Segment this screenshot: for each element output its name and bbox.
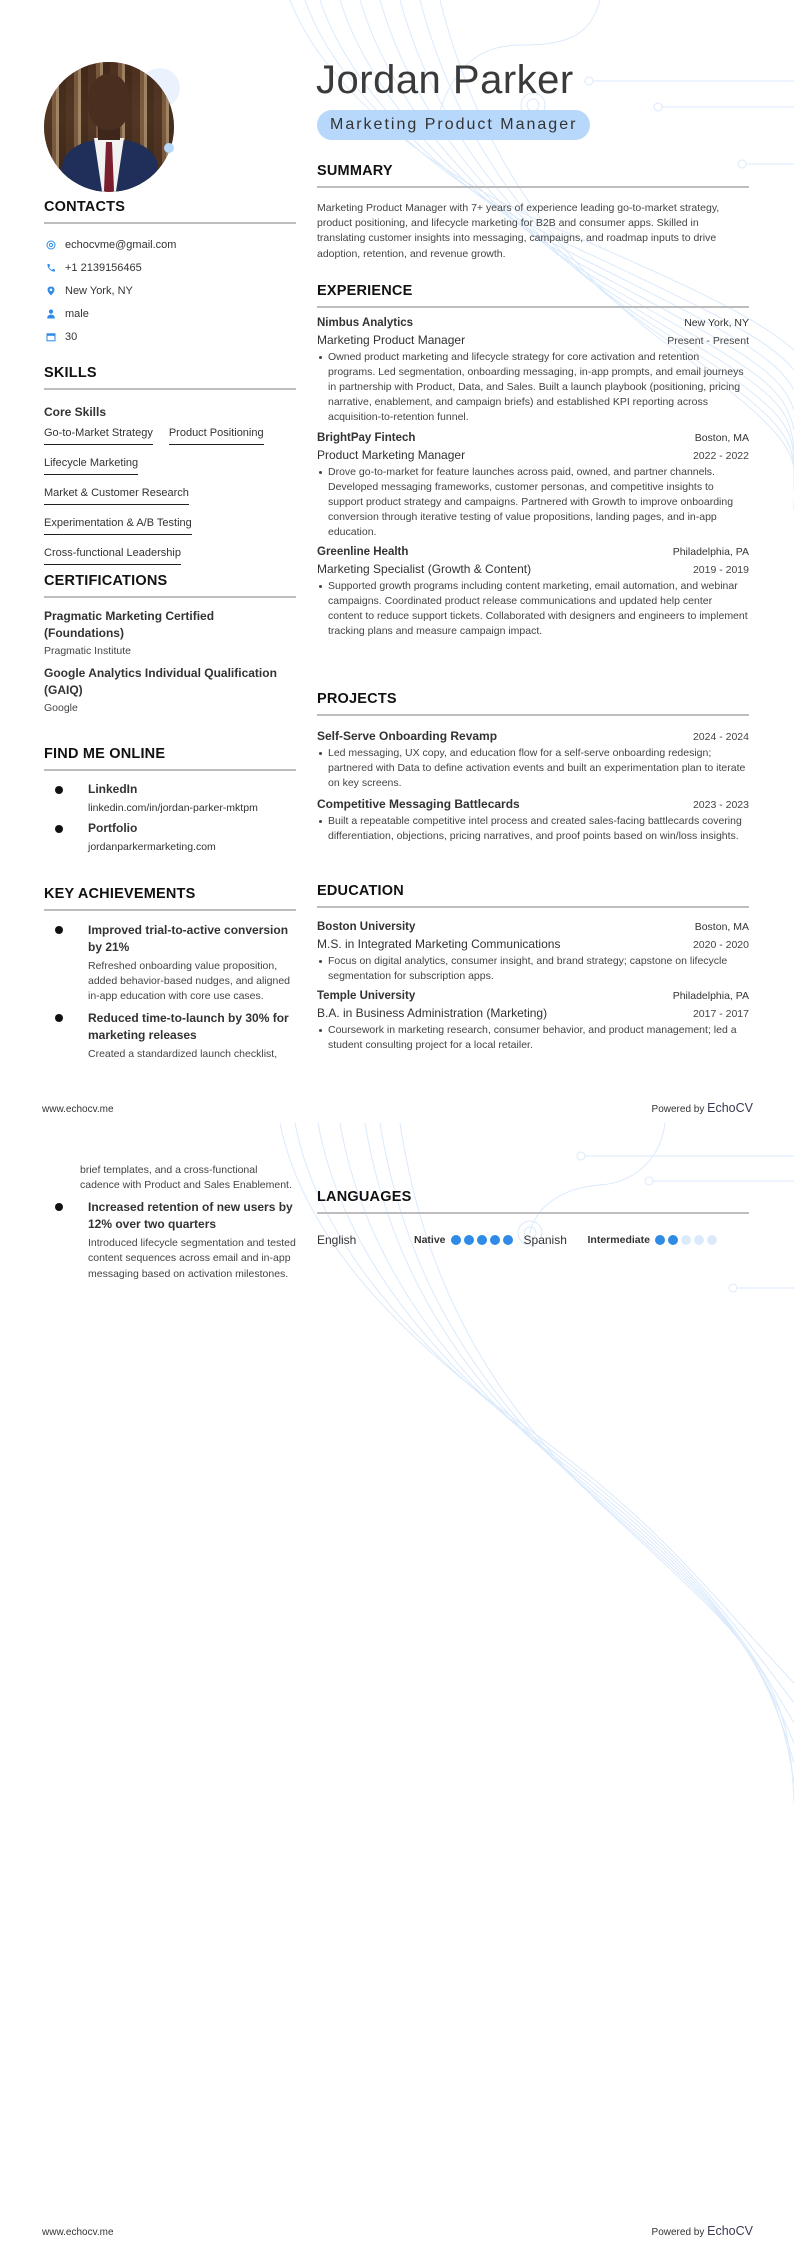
- powered-by-prefix: Powered by: [651, 1104, 705, 1115]
- achievement-item: [44, 922, 296, 1004]
- languages-row: [317, 1233, 749, 1247]
- link-label: Portfolio: [88, 821, 138, 835]
- contact-value: echocvme@gmail.com: [65, 238, 177, 251]
- achievement-title: Increased retention of new users by 12% over two quarters: [88, 1200, 293, 1232]
- job-bullet: Owned product marketing and lifecycle strategy for core activation and retention programs. Led segmentation, onboarding messaging, in-app prompts, and email journeys in partnership with Product, Data, and Sales. Built a launch playbook (positioning, pricing narrative, enablement, and campaign briefs) and established KPI reporting across acquisition-to-retention funnel.: [317, 350, 749, 426]
- education-dates: 2020 - 2020: [692, 939, 749, 951]
- summary-section: [317, 163, 749, 262]
- photo-decoration-dot: [164, 143, 174, 153]
- achievement-description: Created a standardized launch checklist,: [88, 1048, 278, 1061]
- language-name: Spanish: [523, 1233, 567, 1247]
- achievement-title: Reduced time-to-launch by 30% for marketing releases: [88, 1011, 289, 1043]
- project-entry: [317, 729, 749, 791]
- certification-issuer: Google: [44, 702, 78, 715]
- school-location: Philadelphia, PA: [672, 990, 749, 1003]
- company-name: Nimbus Analytics: [317, 317, 414, 329]
- brand-name: EchoCV: [707, 2224, 753, 2238]
- project-bullet: Led messaging, UX copy, and education flow for a self-serve onboarding redesign; partnered with Data to define activation events and built an experimentation plan to iterate on key screens.: [317, 746, 749, 791]
- contact-value: male: [65, 307, 89, 320]
- rating-dot-filled: [490, 1235, 500, 1245]
- achievement-item: [44, 1010, 296, 1062]
- section-title: EDUCATION: [317, 883, 749, 908]
- achievement-description: Introduced lifecycle segmentation and tested content sequences across email and in-app messaging based on activation milestones.: [88, 1237, 296, 1280]
- certification-item: [44, 608, 296, 657]
- skill-tag: Go-to-Market Strategy: [44, 421, 153, 445]
- rating-dot-filled: [655, 1235, 665, 1245]
- candidate-name: Jordan Parker: [316, 58, 574, 102]
- profile-photo: [44, 62, 174, 192]
- company-name: BrightPay Fintech: [317, 431, 416, 444]
- certification-name: Google Analytics Individual Qualification (GAIQ): [44, 666, 277, 698]
- project-name: Competitive Messaging Battlecards: [317, 797, 520, 812]
- job-role: Product Marketing Manager: [317, 447, 466, 462]
- skill-tag: Market & Customer Research: [44, 481, 189, 505]
- contact-email[interactable]: [44, 233, 296, 256]
- experience-entry: [317, 432, 749, 541]
- job-role: Marketing Product Manager: [317, 333, 466, 347]
- footer-site-link[interactable]: www.echocv.me: [42, 1104, 114, 1115]
- contact-age: [44, 325, 296, 348]
- education-entry: [317, 921, 749, 984]
- section-title: KEY ACHIEVEMENTS: [44, 886, 296, 911]
- key-achievements-continued: [44, 1163, 296, 1282]
- experience-entry: [317, 317, 749, 426]
- section-title: CERTIFICATIONS: [44, 573, 296, 598]
- online-link-portfolio[interactable]: [44, 821, 296, 853]
- online-link-linkedin[interactable]: [44, 782, 296, 814]
- link-url[interactable]: jordanparkermarketing.com: [88, 841, 216, 853]
- project-dates: 2023 - 2023: [692, 799, 749, 812]
- bullet-dot: [55, 1203, 63, 1211]
- job-location: Boston, MA: [694, 431, 749, 444]
- phone-icon: [46, 263, 56, 273]
- language-rating: [655, 1235, 720, 1245]
- link-label: LinkedIn: [88, 782, 138, 796]
- contact-value: +1 2139156465: [65, 261, 142, 274]
- contact-value: New York, NY: [65, 284, 133, 297]
- language-level: Native: [414, 1234, 446, 1246]
- skills-group-title: Core Skills: [44, 405, 107, 419]
- calendar-icon: [46, 332, 56, 342]
- section-title: SUMMARY: [317, 163, 749, 188]
- education-bullet: Focus on digital analytics, consumer insight, and brand strategy; capstone on lifecycle segmentation for subscription apps.: [317, 954, 749, 984]
- contact-gender: [44, 302, 296, 325]
- project-bullet: Built a repeatable competitive intel process and created sales-facing battlecards covering differentiation, objections, pricing narratives, and proof points based on win/loss insights.: [317, 814, 749, 844]
- summary-text: Marketing Product Manager with 7+ years of experience leading go-to-market strategy, product positioning, and lifecycle marketing for B2B and consumer apps. Skilled in translating customer insights into messaging, campaigns, and roadmap inputs to drive adoption, retention, and revenue growth.: [317, 202, 720, 260]
- skill-tag: Lifecycle Marketing: [44, 451, 138, 475]
- rating-dot-filled: [503, 1235, 513, 1245]
- school-name: Temple University: [317, 990, 416, 1003]
- project-name: Self-Serve Onboarding Revamp: [317, 729, 498, 743]
- achievement-item: [44, 1199, 296, 1281]
- skill-tag: Product Positioning: [169, 421, 264, 445]
- contacts-section: [44, 199, 296, 348]
- experience-entry: [317, 546, 749, 639]
- experience-section: [317, 283, 749, 640]
- degree: M.S. in Integrated Marketing Communications: [317, 937, 561, 951]
- education-bullet: Coursework in marketing research, consumer behavior, and product management; led a student consulting project for a local retailer.: [317, 1023, 749, 1053]
- contact-location: [44, 279, 296, 302]
- job-dates: Present - Present: [667, 335, 749, 347]
- languages-section: [317, 1189, 749, 1247]
- project-dates: 2024 - 2024: [692, 731, 749, 743]
- find-me-online-section: [44, 746, 296, 853]
- footer-site-link[interactable]: www.echocv.me: [42, 2227, 114, 2238]
- language-rating: [451, 1235, 516, 1245]
- bullet-dot: [55, 786, 63, 794]
- achievement-description: Refreshed onboarding value proposition, added behavior-based nudges, and aligned in-app education with core use cases.: [88, 960, 290, 1003]
- school-name: Boston University: [317, 921, 416, 933]
- achievement-title: Improved trial-to-active conversion by 21%: [88, 923, 289, 955]
- section-title: PROJECTS: [317, 691, 749, 716]
- projects-section: [317, 691, 749, 845]
- job-dates: 2022 - 2022: [692, 449, 749, 462]
- job-dates: 2019 - 2019: [692, 564, 749, 577]
- language-name: English: [317, 1233, 357, 1247]
- rating-dot-empty: [694, 1235, 704, 1245]
- resume-page-2: [0, 1123, 794, 2246]
- section-title: FIND ME ONLINE: [44, 746, 296, 771]
- background-circuit-decoration: [0, 1123, 794, 2246]
- skill-tag: Experimentation & A/B Testing: [44, 511, 192, 535]
- section-title: EXPERIENCE: [317, 283, 749, 308]
- bullet-dot: [55, 825, 63, 833]
- powered-by-prefix: Powered by: [651, 2227, 705, 2238]
- education-dates: 2017 - 2017: [692, 1008, 749, 1021]
- degree: B.A. in Business Administration (Marketing): [317, 1006, 548, 1021]
- certification-name: Pragmatic Marketing Certified (Foundations): [44, 609, 215, 641]
- certification-issuer: Pragmatic Institute: [44, 645, 131, 658]
- job-location: New York, NY: [684, 317, 749, 329]
- company-name: Greenline Health: [317, 546, 409, 559]
- language-level: Intermediate: [587, 1234, 650, 1246]
- at-icon: [46, 240, 56, 250]
- link-url[interactable]: linkedin.com/in/jordan-parker-mktpm: [88, 802, 258, 814]
- certification-item: [44, 665, 296, 714]
- contact-value: 30: [65, 330, 78, 343]
- rating-dot-filled: [451, 1235, 461, 1245]
- job-bullet: Supported growth programs including content marketing, email automation, and webinar campaigns. Coordinated product release communications and updated help center content to reduce support tickets. Collaborated with designers and engineers to implement tracking plans and measure campaign impact.: [317, 579, 749, 639]
- education-section: [317, 883, 749, 1053]
- person-icon: [46, 309, 56, 319]
- certifications-section: [44, 573, 296, 714]
- footer-powered-by: [652, 2224, 753, 2238]
- bullet-dot: [55, 1014, 63, 1022]
- rating-dot-filled: [477, 1235, 487, 1245]
- job-role: Marketing Specialist (Growth & Content): [317, 562, 532, 577]
- location-pin-icon: [46, 286, 56, 296]
- rating-dot-empty: [681, 1235, 691, 1245]
- rating-dot-filled: [464, 1235, 474, 1245]
- bullet-dot: [55, 926, 63, 934]
- job-bullet: Drove go-to-market for feature launches across paid, owned, and partner channels. Developed messaging frameworks, customer personas, and competitive insights to support product strategy and campaigns. Partnered with Growth to improve onboarding conversion through iterative testing of value propositions, landing pages, and in-app education.: [317, 465, 749, 541]
- achievement-description-continued: brief templates, and a cross-functional cadence with Product and Sales Enablement.: [80, 1164, 292, 1192]
- skill-tags: [44, 421, 296, 571]
- job-title-badge: Marketing Product Manager: [317, 110, 590, 140]
- school-location: Boston, MA: [694, 921, 749, 933]
- footer-powered-by: [652, 1101, 753, 1115]
- contact-phone[interactable]: [44, 256, 296, 279]
- section-title: SKILLS: [44, 365, 296, 390]
- brand-name: EchoCV: [707, 1101, 753, 1115]
- section-title: LANGUAGES: [317, 1189, 749, 1214]
- key-achievements-section: [44, 886, 296, 1063]
- rating-dot-filled: [668, 1235, 678, 1245]
- project-entry: [317, 797, 749, 844]
- rating-dot-empty: [707, 1235, 717, 1245]
- section-title: CONTACTS: [44, 199, 296, 224]
- skill-tag: Cross-functional Leadership: [44, 541, 181, 565]
- contact-list: [44, 233, 296, 348]
- job-location: Philadelphia, PA: [672, 546, 749, 559]
- skills-section: [44, 365, 296, 571]
- education-entry: [317, 990, 749, 1053]
